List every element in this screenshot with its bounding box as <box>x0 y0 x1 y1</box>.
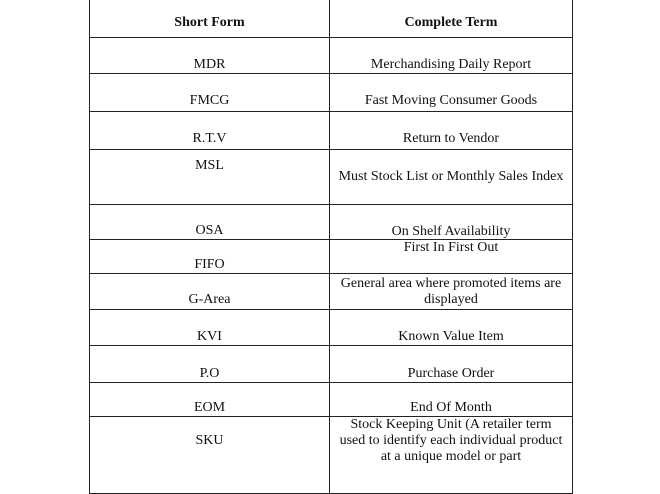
short-form-cell: R.T.V <box>90 112 330 150</box>
table-row <box>90 274 573 310</box>
short-form-cell: EOM <box>90 383 330 417</box>
short-form-cell: MSL <box>90 150 330 205</box>
complete-term-cell: Stock Keeping Unit (A retailer term used to identify each individual product at a unique model or part <box>330 417 573 494</box>
header-short-form: Short Form <box>90 0 330 38</box>
short-form-cell: G-Area <box>90 274 330 310</box>
complete-term-cell: End Of Month <box>330 383 573 417</box>
short-form-cell: KVI <box>90 310 330 346</box>
complete-term-cell: General area where promoted items are displayed <box>330 274 573 310</box>
short-form-cell: OSA <box>90 205 330 240</box>
complete-term-cell: First In First Out <box>330 240 573 274</box>
table-row <box>90 310 573 346</box>
complete-term-cell: On Shelf Availability <box>330 205 573 240</box>
complete-term-cell: Purchase Order <box>330 346 573 383</box>
table-row <box>90 150 573 205</box>
complete-term-cell: Must Stock List or Monthly Sales Index <box>330 150 573 205</box>
header-row <box>90 0 573 38</box>
short-form-cell: FIFO <box>90 240 330 274</box>
short-form-cell: SKU <box>90 417 330 494</box>
complete-term-cell: Merchandising Daily Report <box>330 38 573 74</box>
header-complete-term: Complete Term <box>330 0 573 38</box>
short-form-cell: FMCG <box>90 74 330 112</box>
complete-term-cell: Known Value Item <box>330 310 573 346</box>
table-row <box>90 38 573 74</box>
table-row <box>90 240 573 274</box>
table-row <box>90 383 573 417</box>
table-row <box>90 417 573 494</box>
short-form-cell: P.O <box>90 346 330 383</box>
complete-term-cell: Return to Vendor <box>330 112 573 150</box>
table-row <box>90 346 573 383</box>
complete-term-cell: Fast Moving Consumer Goods <box>330 74 573 112</box>
table-row <box>90 205 573 240</box>
table-row <box>90 112 573 150</box>
table-row <box>90 74 573 112</box>
abbreviations-table <box>89 0 573 494</box>
short-form-cell: MDR <box>90 38 330 74</box>
